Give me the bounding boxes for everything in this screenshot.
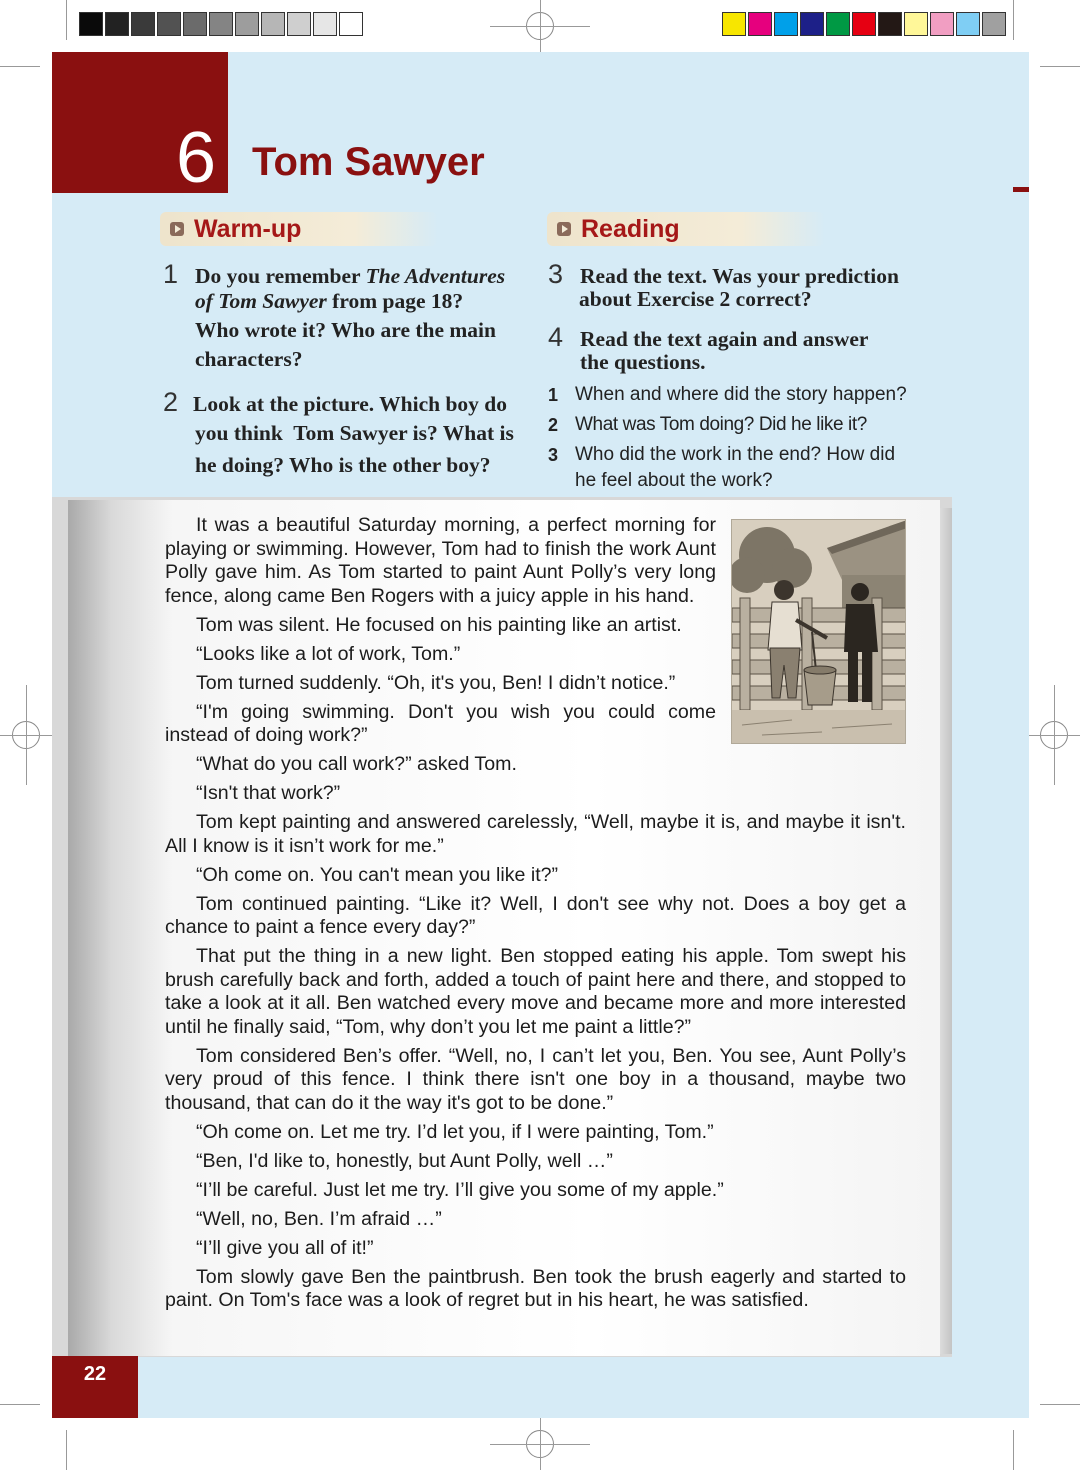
reading-subq-number: 3 xyxy=(548,445,559,465)
reading-subq-number: 1 xyxy=(548,385,559,405)
unit-number: 6 xyxy=(176,118,217,198)
reading-subq-text: When and where did the story happen? xyxy=(575,384,907,405)
warmup-label: Warm-up xyxy=(194,215,302,243)
story-paragraph: Tom was silent. He focused on his painting like an artist. xyxy=(196,613,682,636)
color-swatch xyxy=(131,12,155,36)
story-paragraph: Tom continued painting. “Like it? Well, I don't see why not. Does a boy get a chance to paint a fence every day?” xyxy=(165,892,906,938)
warmup-q1-number: 1 xyxy=(163,259,179,289)
play-icon xyxy=(557,222,571,236)
story-paragraph: “I’ll be careful. Just let me try. I’ll give you some of my apple.” xyxy=(196,1178,724,1201)
color-swatch-bar xyxy=(722,12,1008,36)
reading-q3-number: 3 xyxy=(548,259,564,289)
story-paragraph: “Oh come on. Let me try. I’d let you, if I were painting, Tom.” xyxy=(196,1120,714,1143)
story-paragraph: “Ben, I'd like to, honestly, but Aunt Polly, well …” xyxy=(196,1149,613,1172)
warmup-header xyxy=(160,212,438,246)
color-swatch xyxy=(930,12,954,36)
story-paragraph: “I’ll give you all of it!” xyxy=(196,1236,374,1259)
warmup-q1-line: Do you remember The Adventures xyxy=(195,264,506,288)
color-swatch xyxy=(339,12,363,36)
book-page-edge xyxy=(940,508,952,1354)
crop-mark xyxy=(1040,66,1080,67)
color-swatch xyxy=(79,12,103,36)
reading-q3-line: Read the text. Was your prediction xyxy=(580,264,899,288)
story-paragraph: Tom slowly gave Ben the paintbrush. Ben took the brush eagerly and started to paint. On Tom's face was a look of regret but in his heart, he was satisfied. xyxy=(165,1265,906,1311)
reading-label: Reading xyxy=(581,215,680,243)
color-swatch xyxy=(722,12,746,36)
crop-mark xyxy=(66,1430,67,1470)
warmup-q2-line: Look at the picture. Which boy do xyxy=(193,392,507,416)
story-paragraph: Tom kept painting and answered carelessly, “Well, maybe it is, and maybe it isn't. All I know is it isn’t work for me.” xyxy=(165,811,906,857)
reading-q3-line: about Exercise 2 correct? xyxy=(579,287,812,311)
story-paragraph: “Isn't that work?” xyxy=(196,782,341,804)
reading-subq-number: 2 xyxy=(548,415,559,435)
story-paragraph: Tom considered Ben’s offer. “Well, no, I can’t let you, Ben. You see, Aunt Polly’s very proud of this fence. I think there isn't one boy in a thousand, maybe two thousand, that can do it the way it's got to be done.” xyxy=(165,1044,906,1114)
color-swatch xyxy=(852,12,876,36)
warmup-q1-line: characters? xyxy=(195,347,303,371)
story-paragraph: “I'm going swimming. Don't you wish you could come instead of doing work?” xyxy=(165,700,716,746)
crop-mark xyxy=(1013,1430,1014,1470)
story-paragraph: Tom turned suddenly. “Oh, it's you, Ben! I didn’t notice.” xyxy=(196,671,676,694)
color-swatch xyxy=(313,12,337,36)
registration-crosshair xyxy=(26,685,27,785)
color-swatch xyxy=(956,12,980,36)
story-paragraph: “What do you call work?” asked Tom. xyxy=(196,753,517,775)
crop-mark xyxy=(66,0,67,40)
crop-mark xyxy=(0,1404,40,1405)
story-paragraph: It was a beautiful Saturday morning, a perfect morning for playing or swimming. However, Tom had to finish the work Aunt Polly gave him. As Tom started to paint Aunt Polly’s very long fence, along came Ben Rogers with a juicy apple in his hand. xyxy=(165,514,716,607)
color-swatch xyxy=(982,12,1006,36)
color-swatch xyxy=(157,12,181,36)
color-swatch xyxy=(774,12,798,36)
color-swatch xyxy=(235,12,259,36)
page-number-block xyxy=(52,1356,138,1418)
reading-header xyxy=(547,212,825,246)
reading-q4-line: the questions. xyxy=(580,350,706,374)
reading-q4-number: 4 xyxy=(548,322,564,352)
story-paragraph: “Oh come on. You can't mean you like it?” xyxy=(196,863,559,886)
story-paragraph: “Well, no, Ben. I’m afraid …” xyxy=(196,1207,442,1230)
warmup-q2-line: you think Tom Sawyer is? What is xyxy=(195,421,514,445)
color-swatch xyxy=(261,12,285,36)
registration-crosshair xyxy=(540,1418,541,1470)
reading-subq-text: Who did the work in the end? How did xyxy=(575,444,896,465)
crop-mark xyxy=(1013,0,1014,40)
color-swatch xyxy=(904,12,928,36)
color-swatch xyxy=(878,12,902,36)
color-swatch xyxy=(183,12,207,36)
registration-crosshair xyxy=(540,0,541,52)
warmup-q1-line: of Tom Sawyer from page 18? xyxy=(195,289,464,313)
play-icon xyxy=(170,222,184,236)
color-swatch xyxy=(105,12,129,36)
color-swatch xyxy=(800,12,824,36)
reading-subq-text: he feel about the work? xyxy=(575,470,773,491)
reading-subq-text: What was Tom doing? Did he like it? xyxy=(575,414,867,435)
warmup-q2-line: he doing? Who is the other boy? xyxy=(195,453,491,477)
reading-q4-line: Read the text again and answer xyxy=(580,327,869,351)
warmup-q2-number: 2 xyxy=(163,387,179,417)
gray-swatch-bar xyxy=(79,12,365,36)
registration-crosshair xyxy=(1054,685,1055,785)
warmup-q1-line: Who wrote it? Who are the main xyxy=(195,318,496,342)
color-swatch xyxy=(826,12,850,36)
color-swatch xyxy=(287,12,311,36)
page-number: 22 xyxy=(83,1363,107,1385)
unit-title: Tom Sawyer xyxy=(252,140,485,184)
story-paragraph: That put the thing in a new light. Ben stopped eating his apple. Tom swept his brush carefully back and forth, added a touch of paint here and there, and stopped to take a look at it all. Ben watched every move and became more and more interested until he finally said, “Tom, why don’t you let me paint a little?” xyxy=(165,945,906,1038)
edge-tab-mark xyxy=(1013,187,1029,192)
story-paragraph: “Looks like a lot of work, Tom.” xyxy=(196,642,461,665)
color-swatch xyxy=(209,12,233,36)
color-swatch xyxy=(748,12,772,36)
crop-mark xyxy=(1040,1404,1080,1405)
crop-mark xyxy=(0,66,40,67)
story-text xyxy=(165,514,906,1318)
